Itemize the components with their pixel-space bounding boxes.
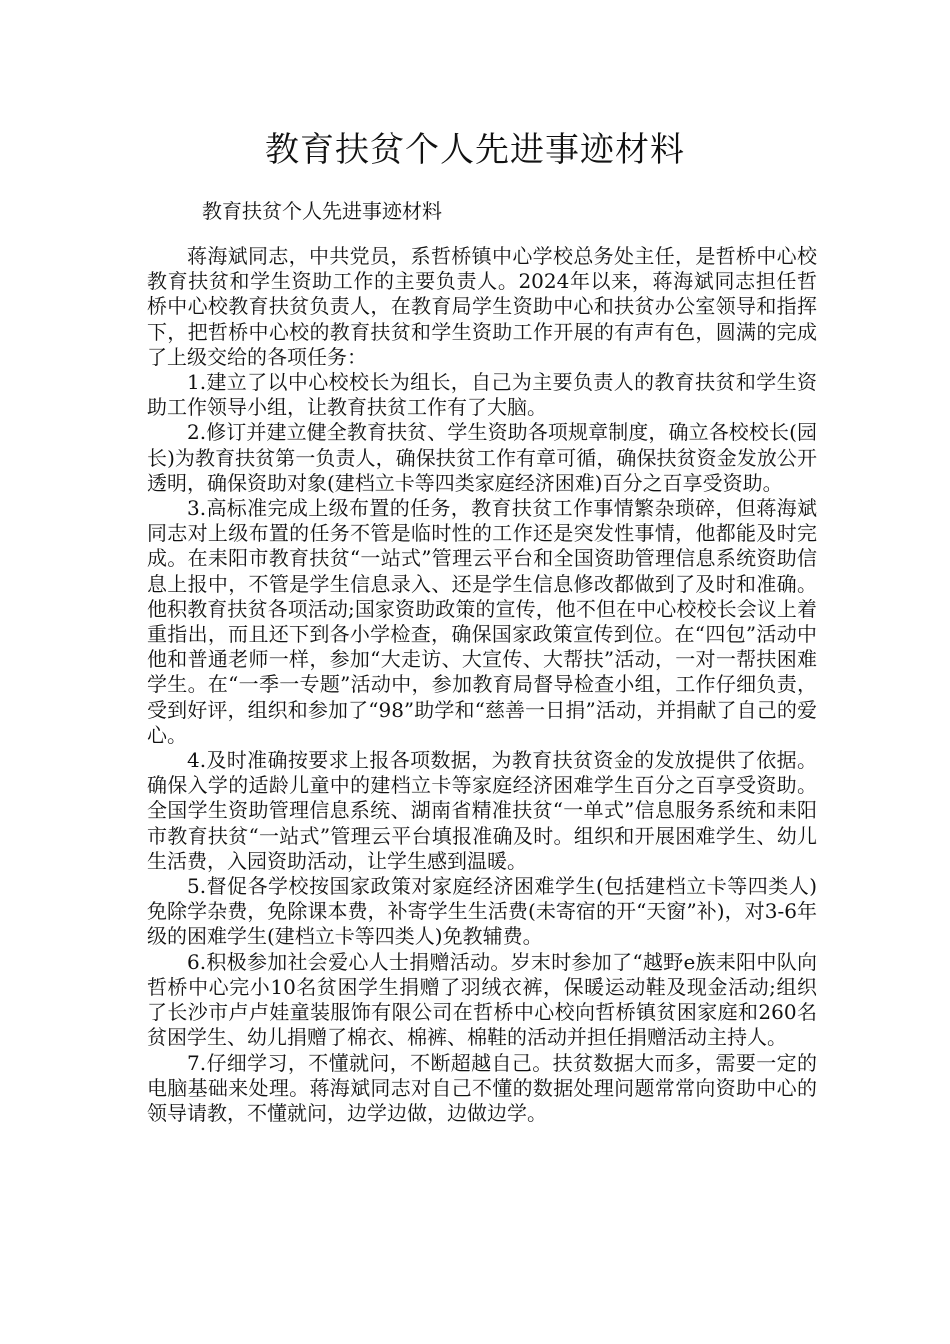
document-subtitle: 教育扶贫个人先进事迹材料 — [202, 199, 442, 223]
paragraph-item-6: 6.积极参加社会爱心人士捐赠活动。岁末时参加了“越野e族耒阳中队向哲桥中心完小10名贫困学生捐赠了羽绒衣裤，保暖运动鞋及现金活动;组织了长沙市卢卢娃童装服饰有限公司在哲桥中心校向哲桥镇贫困家庭和260名贫困学生、幼儿捐赠了棉衣、棉裤、棉鞋的活动并担任捐赠活动主持人。 — [147, 949, 817, 1050]
paragraph-item-7: 7.仔细学习，不懂就问，不断超越自己。扶贫数据大而多，需要一定的电脑基础来处理。蒋海斌同志对自己不懂的数据处理问题常常向资助中心的领导请教，不懂就问，边学边做，边做边学。 — [147, 1050, 817, 1125]
document-title: 教育扶贫个人先进事迹材料 — [265, 130, 685, 170]
paragraph-item-4: 4.及时准确按要求上报各项数据，为教育扶贫资金的发放提供了依据。确保入学的适龄儿童中的建档立卡等家庭经济困难学生百分之百享受资助。全国学生资助管理信息系统、湖南省精准扶贫“一单式”信息服务系统和耒阳市教育扶贫“一站式”管理云平台填报准确及时。组织和开展困难学生、幼儿生活费，入园资助活动，让学生感到温暖。 — [147, 748, 817, 873]
paragraph-item-2: 2.修订并建立健全教育扶贫、学生资助各项规章制度，确立各校校长(园长)为教育扶贫第一负责人，确保扶贫工作有章可循，确保扶贫资金发放公开透明，确保资助对象(建档立卡等四类家庭经济困难)百分之百享受资助。 — [147, 420, 817, 495]
paragraph-intro: 蒋海斌同志，中共党员，系哲桥镇中心学校总务处主任，是哲桥中心校教育扶贫和学生资助工作的主要负责人。2024年以来，蒋海斌同志担任哲桥中心校教育扶贫负责人，在教育局学生资助中心和扶贫办公室领导和指挥下，把哲桥中心校的教育扶贫和学生资助工作开展的有声有色，圆满的完成了上级交给的各项任务： — [147, 244, 817, 369]
paragraph-item-1: 1.建立了以中心校校长为组长，自己为主要负责人的教育扶贫和学生资助工作领导小组，让教育扶贫工作有了大脑。 — [147, 370, 817, 420]
paragraph-item-3: 3.高标准完成上级布置的任务，教育扶贫工作事情繁杂琐碎，但蒋海斌同志对上级布置的任务不管是临时性的工作还是突发性事情，他都能及时完成。在耒阳市教育扶贫“一站式”管理云平台和全国资助管理信息系统资助信息上报中，不管是学生信息录入、还是学生信息修改都做到了及时和准确。他积教育扶贫各项活动;国家资助政策的宣传，他不但在中心校校长会议上着重指出，而且还下到各小学检查，确保国家政策宣传到位。在“四包”活动中他和普通老师一样，参加“大走访、大宣传、大帮扶”活动，一对一帮扶困难学生。在“一季一专题”活动中，参加教育局督导检查小组，工作仔细负责，受到好评，组织和参加了“98”助学和“慈善一日捐”活动，并捐献了自己的爱心。 — [147, 496, 817, 747]
document-body — [147, 244, 817, 1126]
paragraph-item-5: 5.督促各学校按国家政策对家庭经济困难学生(包括建档立卡等四类人)免除学杂费，免除课本费，补寄学生生活费(未寄宿的开“天窗”补)，对3-6年级的困难学生(建档立卡等四类人)免教辅费。 — [147, 874, 817, 949]
